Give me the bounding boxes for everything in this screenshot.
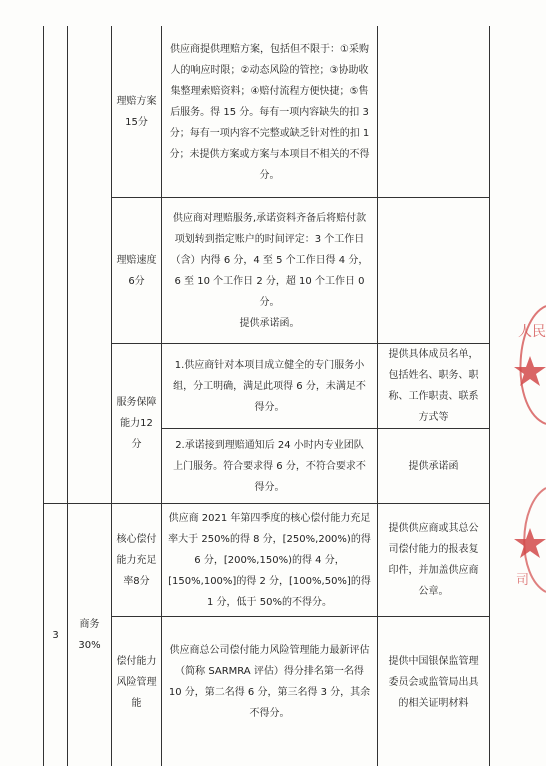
table-right-border (489, 26, 490, 766)
criteria-note: 提供承诺函。 (239, 317, 300, 329)
materials-service-team: 提供具体成员名单，包括姓名、职务、职称、工作职责、联系方式等 (388, 349, 479, 423)
criteria-claims-plan: 供应商提供理赔方案，包括但不限于：①采购人的响应时限；②动态风险的管控；③协助收集整理索赔资料；④赔付流程方便快捷；⑤售后服务。得 15 分。每有一项内容缺失的扣 3 分；每有一项内容不完整或缺乏针对性的扣 1 分；未提供方案或方案与本项目不相关的不得分。 (169, 43, 370, 181)
criteria-onsite-service: 2.承诺接到理赔通知后 24 小时内专业团队上门服务。符合要求得 6 分，不符合要求不得分。 (173, 439, 366, 493)
criteria-risk-management: 供应商总公司偿付能力风险管理能力最新评估（简称 SARMRA 评估）得分排名第一名得 10 分，第二名得 6 分，第三名得 3 分，其余不得分。 (168, 645, 371, 719)
item-service-guarantee: 服务保障能力12分 (116, 397, 157, 450)
seal-text-top: 人民 (518, 324, 546, 340)
star-icon (514, 528, 546, 558)
section-number: 3 (52, 629, 59, 641)
materials-claims-speed (378, 198, 489, 343)
seal-text-bottom: 司 (516, 573, 530, 588)
criteria-solvency-ratio: 供应商 2021 年第四季度的核心偿付能力充足率大于 250%的得 8 分，[250%,200%)的得 6 分，[200%,150%)的得 4 分，[150%,100%]的得 2 分，[100%,50%]的得 1 分，低于 50%的不得分。 (168, 512, 371, 608)
materials-risk-management: 提供中国银保监管理委员会或监管局出具的相关证明材料 (388, 655, 479, 709)
item-claims-plan: 理赔方案15分 (116, 96, 157, 128)
company-seal-bottom (500, 480, 546, 600)
criteria-claims-speed: 供应商对理赔服务,承诺资料齐备后将赔付款项划转到指定账户的时间评定：3 个工作日（含）内得 6 分，4 至 5 个工作日得 4 分，6 至 10 个工作日 2 分，超 10 个工作日 0 分。 提供承诺函。 (162, 198, 377, 343)
materials-solvency-ratio: 提供供应商或其总公司偿付能力的报表复印件，并加盖供应商公章。 (388, 523, 479, 597)
materials-claims-plan (378, 27, 489, 197)
criteria-service-team: 1.供应商针对本项目成立健全的专门服务小组，分工明确，满足此项得 6 分，未满足不得分。 (173, 359, 366, 413)
star-icon (514, 356, 546, 386)
section-name: 商务30% (78, 619, 101, 651)
item-solvency-ratio: 核心偿付能力充足率8分 (116, 533, 157, 587)
item-risk-management: 偿付能力风险管理能 (116, 655, 157, 709)
company-seal-top (496, 300, 546, 430)
item-claims-speed: 理赔速度6分 (116, 254, 157, 287)
materials-onsite-service: 提供承诺函 (408, 460, 459, 472)
